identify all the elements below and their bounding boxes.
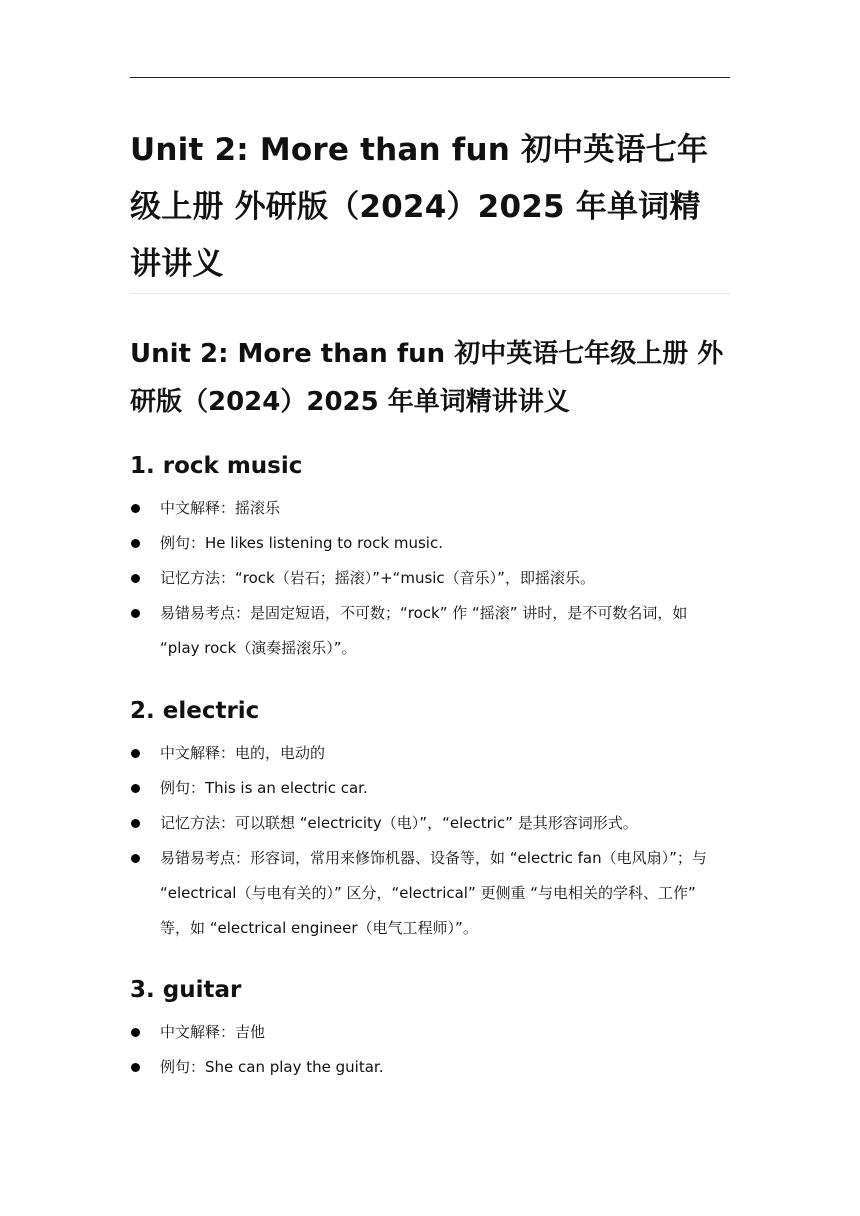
bullet-icon <box>131 819 140 828</box>
item-text: 中文解释：电的，电动的 <box>160 744 326 762</box>
item-text: 例句：She can play the guitar. <box>160 1058 384 1076</box>
item-text: 例句：This is an electric car. <box>160 779 368 797</box>
item-text: 易错易考点：是固定短语，不可数；“rock” 作 “摇滚” 讲时，是不可数名词，如 “play rock（演奏摇滚乐）”。 <box>160 604 688 657</box>
header-rule <box>130 77 730 78</box>
list-item <box>130 526 730 561</box>
list-item <box>130 1015 730 1050</box>
bullet-icon <box>131 539 140 548</box>
bullet-icon <box>131 854 140 863</box>
entry-list-rock-music <box>130 491 730 666</box>
bullet-icon <box>131 1063 140 1072</box>
bullet-icon <box>131 574 140 583</box>
list-item <box>130 561 730 596</box>
list-item <box>130 841 730 946</box>
item-text: 中文解释：摇滚乐 <box>160 499 281 517</box>
bullet-icon <box>131 504 140 513</box>
item-text: 例句：He likes listening to rock music. <box>160 534 443 552</box>
item-text: 记忆方法：可以联想 “electricity（电）”，“electric” 是其形容词形式。 <box>160 814 638 832</box>
bullet-icon <box>131 1028 140 1037</box>
list-item <box>130 806 730 841</box>
item-text: 记忆方法：“rock（岩石；摇滚）”+“music（音乐）”，即摇滚乐。 <box>160 569 595 587</box>
list-item <box>130 1050 730 1085</box>
entry-heading-guitar: 3. guitar <box>130 977 242 1003</box>
document-title: Unit 2: More than fun 初中英语七年级上册 外研版（2024）2025 年单词精讲讲义 <box>130 132 709 282</box>
list-item <box>130 771 730 806</box>
item-text: 易错易考点：形容词，常用来修饰机器、设备等，如 “electric fan（电风扇）”；与 “electrical（与电有关的）” 区分，“electrical” 更侧重 “与电相关的学科、工作” 等，如 “electrical engineer（电气工程师）”。 <box>160 849 707 937</box>
bullet-icon <box>131 784 140 793</box>
document-subtitle: Unit 2: More than fun 初中英语七年级上册 外研版（2024）2025 年单词精讲讲义 <box>130 339 724 417</box>
entry-heading-rock-music: 1. rock music <box>130 453 303 479</box>
item-text: 中文解释：吉他 <box>160 1023 266 1041</box>
list-item <box>130 736 730 771</box>
bullet-icon <box>131 749 140 758</box>
entry-heading-electric: 2. electric <box>130 698 260 724</box>
title-divider <box>130 293 730 294</box>
list-item <box>130 491 730 526</box>
entry-list-electric <box>130 736 730 946</box>
bullet-icon <box>131 609 140 618</box>
entry-list-guitar <box>130 1015 730 1085</box>
list-item <box>130 596 730 666</box>
